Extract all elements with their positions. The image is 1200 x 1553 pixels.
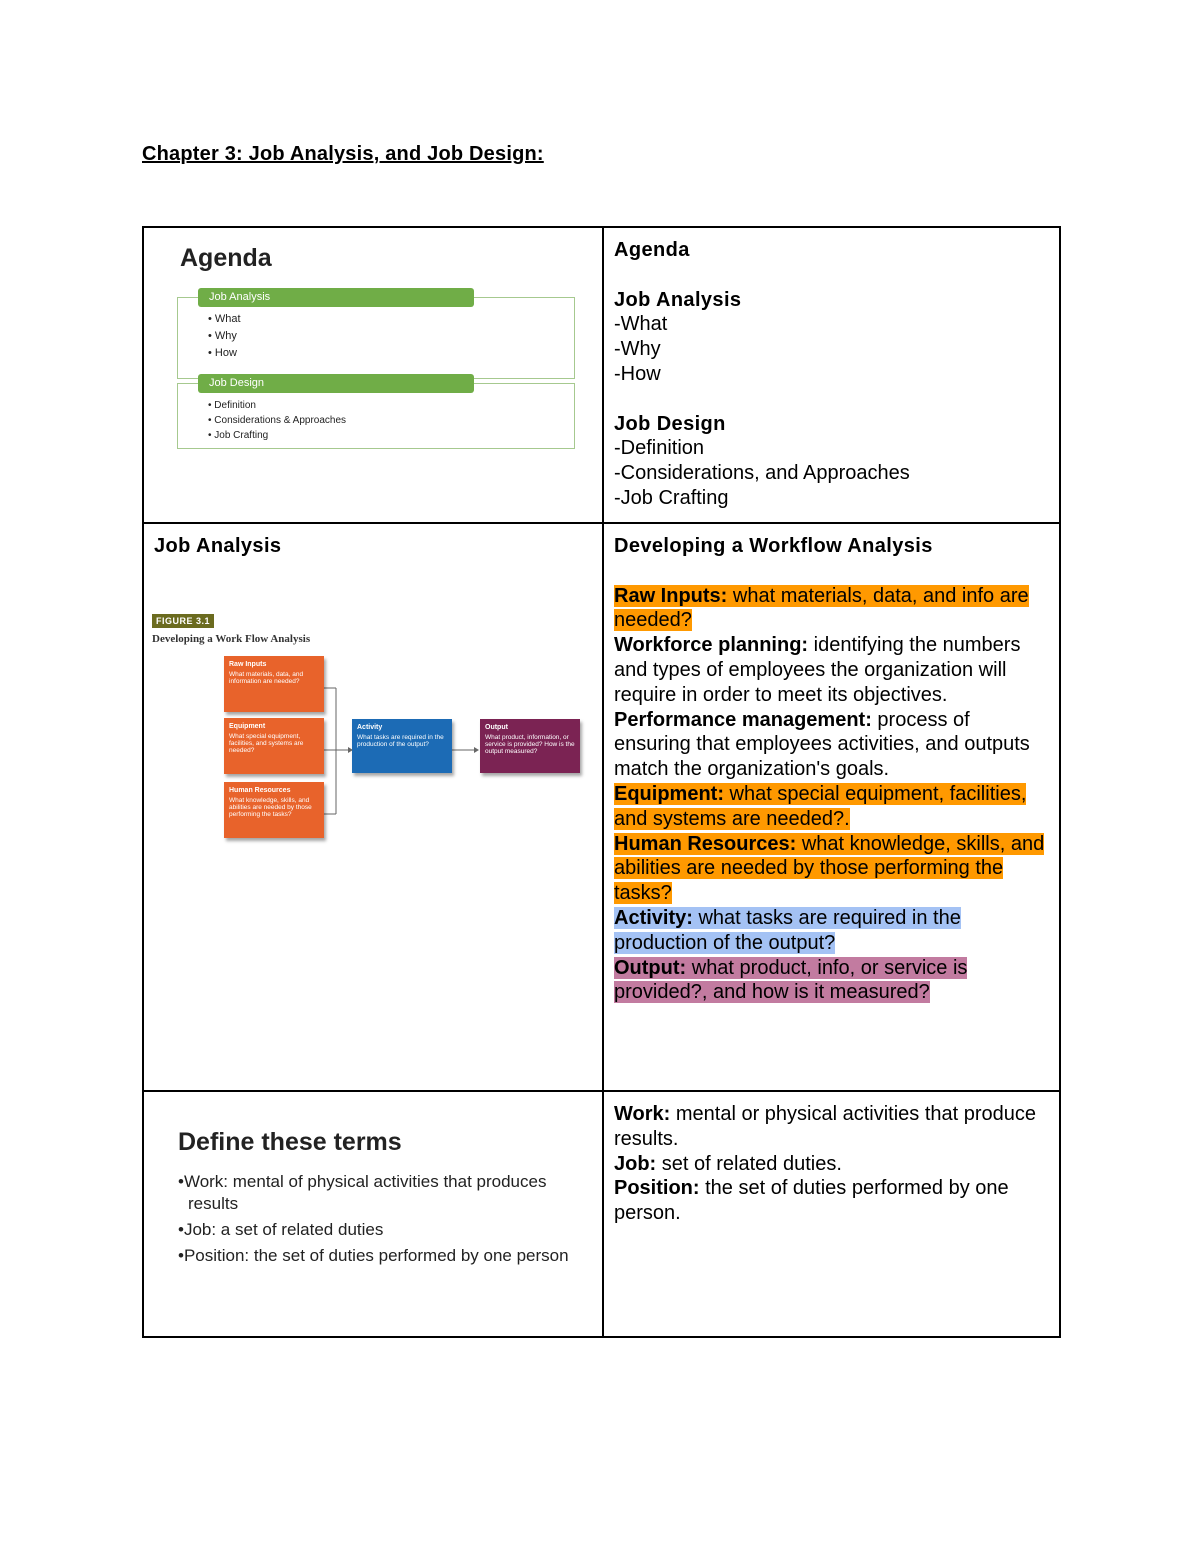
table-row [143,227,1060,523]
notes-subheading: Job Design [614,412,726,435]
human-resources-box: Human Resources What knowledge, skills, and abilities are needed by those performing the tasks? [224,782,324,838]
figure-badge: FIGURE 3.1 [152,614,214,628]
notes-subheading: Job Analysis [614,288,742,311]
work-definition: Work: mental or physical activities that produce results. [614,1103,1037,1150]
define-terms-slide-cell [143,1091,603,1337]
list-item: •Job: a set of related duties [178,1220,384,1239]
section-bar-job-design: Job Design [198,374,474,393]
agenda-notes-cell [603,227,1060,523]
list-item: -What [614,313,668,336]
table-row [143,523,1060,1091]
job-definition: Job: set of related duties. [614,1152,842,1175]
document-title: Chapter 3: Job Analysis, and Job Design: [142,143,544,165]
equipment-note: Equipment: what special equipment, facilities, and systems are needed?. [614,782,1027,830]
cell-heading: Developing a Workflow Analysis [614,535,933,557]
list-item: -How [614,362,661,385]
performance-note: Performance management: process of ensuring that employees activities, and outputs match the organization's goals. [614,708,1030,781]
list-item: -Why [614,338,661,361]
list-item: •Position: the set of duties performed by one person [178,1246,569,1265]
activity-note: Activity: what tasks are required in the production of the output? [614,906,961,954]
notes-heading: Agenda [614,239,690,261]
section-list: • What • Why • How [208,313,241,359]
table-row [143,1091,1060,1337]
human-resources-note: Human Resources: what knowledge, skills, and abilities are needed by those performing the tasks? [614,832,1045,905]
notes-table [142,226,1061,1338]
equipment-box: Equipment What special equipment, facilities, and systems are needed? [224,718,324,774]
define-terms-slide-image [178,1128,588,1271]
list-item: -Definition [614,437,705,460]
workflow-figure [152,614,592,854]
output-note: Output: what product, info, or service is provided?, and how is it measured? [614,956,968,1004]
workflow-notes-cell [603,523,1060,1091]
list-item: •Work: mental of physical activities that produces results [178,1172,547,1213]
job-analysis-cell [143,523,603,1091]
section-bar-job-analysis: Job Analysis [198,288,474,307]
figure-caption: Developing a Work Flow Analysis [152,633,311,645]
definitions-notes-cell [603,1091,1060,1337]
list-item: -Considerations, and Approaches [614,462,910,485]
slide-title: Define these terms [178,1128,402,1156]
list-item: -Job Crafting [614,486,729,509]
position-definition: Position: the set of duties performed by one person. [614,1177,1009,1225]
output-box: Output What product, information, or service is provided? How is the output measured? [480,719,580,773]
section-list: • Definition • Considerations & Approaches • Job Crafting [208,400,347,441]
cell-heading: Job Analysis [154,535,282,557]
slide-title: Agenda [180,244,272,272]
workforce-note: Workforce planning: identifying the numbers and types of employees the organization will require in order to meet its objectives. [614,634,1021,706]
raw-inputs-note: Raw Inputs: what materials, data, and info are needed? [614,584,1029,632]
agenda-slide-cell [143,227,603,523]
agenda-slide-image [174,240,584,460]
raw-inputs-box: Raw Inputs What materials, data, and information are needed? [224,656,324,712]
activity-box: Activity What tasks are required in the production of the output? [352,719,452,773]
